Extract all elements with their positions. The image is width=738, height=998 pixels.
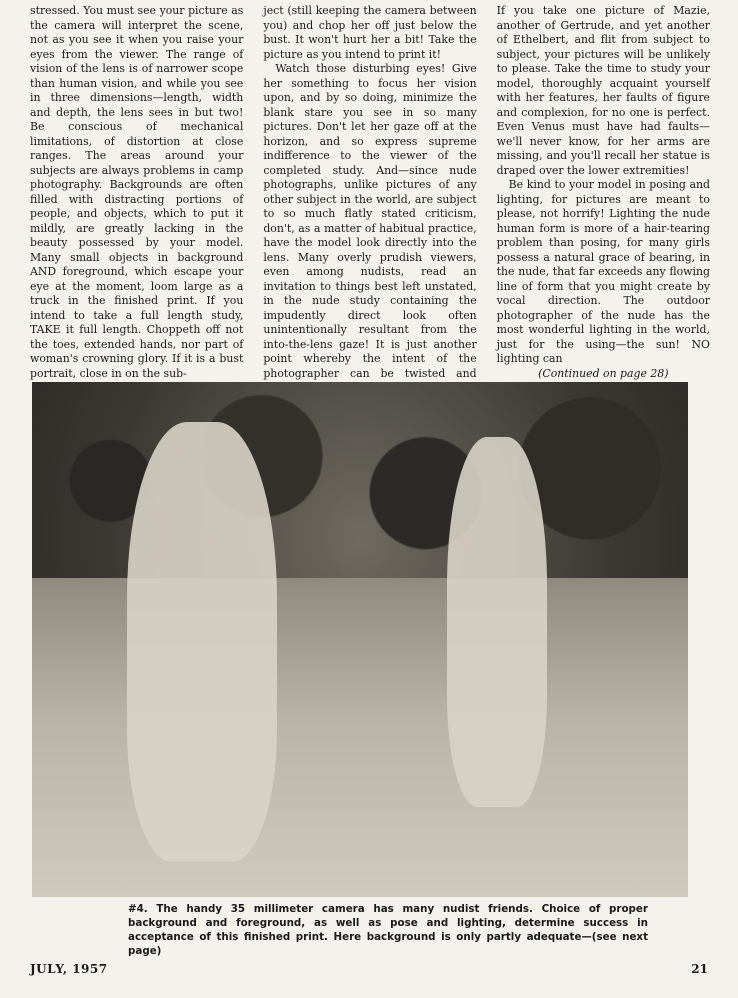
column-2 bbox=[263, 4, 476, 396]
caption-text: #4. The handy 35 millimeter camera has many nudist friends. Choice of proper background and foreground, as well as pose and lighting, determine success in acceptance of this finished print. Here background is only partly adequate—(see next page) bbox=[128, 903, 648, 957]
column-1 bbox=[30, 4, 243, 396]
paragraph: stressed. You must see your picture as the camera will interpret the scene, not as you see it when you raise your eyes from the viewer. The range of vision of the lens is of narrower scope than human vision, and while you see in three dimensions—length, width and depth, the lens sees in but two! Be conscious of mechanical limitations, of distortion at close ranges. The areas around your subjects are always problems in camp photography. Backgrounds are often filled with distracting portions of people, and objects, which to put it mildly, are greatly lacking in the beauty possessed by your model. Many small objects in background AND foreground, which escape your eye at the moment, loom large as a truck in the finished print. If you intend to take a full length study, TAKE it full length. Choppeth off not the toes, extended hands, nor part of woman's crowning glory. If it is a bust portrait, close in on the sub- bbox=[30, 4, 244, 380]
photo-figure-left bbox=[127, 422, 277, 862]
paragraph: Watch those disturbing eyes! Give her something to focus her vision upon, and by so doing, minimize the blank stare you see in so many pictures. Don't let her gaze off at the horizon, and so express supreme indifference to the viewer of the completed study. And—since nude photographs, unlike pictures of any other subject in the world, are subject to so much flatly stated criticism, don't, as a matter of habitual practice, have the model look directly into the lens. Many overly prudish viewers, even among nudists, read an invitation to things best left unstated, in the nude study containing the impudently direct look often unintentionally resultant from the into-the-lens gaze! It is just another point whereby the intent of the photographer can be twisted and bbox=[263, 62, 477, 380]
continued-note: (Continued on page 28) bbox=[538, 366, 669, 380]
column-3 bbox=[497, 4, 710, 396]
paragraph: If you take one picture of Mazie, another of Gertrude, and yet another of Ethelbert, and flit from subject to subject, your pictures will be unlikely to please. Take the time to study your model, thoroughly acquaint yourself with her features, her faults of figure and complexion, for no one is perfect. Even Venus must have had faults—we'll never know, for her arms are missing, and you'll recall her statue is draped over the lower extremities! bbox=[496, 4, 710, 177]
photo-figure-right bbox=[447, 437, 547, 807]
page-footer bbox=[30, 962, 708, 980]
page-number: 21 bbox=[691, 962, 708, 976]
photograph bbox=[32, 382, 688, 897]
article-columns bbox=[30, 4, 710, 380]
photo-caption bbox=[128, 902, 648, 958]
paragraph: ject (still keeping the camera between you) and chop her off just below the bust. It won't hurt her a bit! Take the picture as you intend to print it! bbox=[263, 4, 477, 61]
issue-date: JULY, 1957 bbox=[30, 962, 108, 976]
paragraph: Be kind to your model in posing and lighting, for pictures are meant to please, not horrify! Lighting the nude human form is more of a hair-tearing problem than posing, for many girls possess a natural grace of bearing, in the nude, that far exceeds any flowing line of form that you might create by vocal direction. The outdoor photographer of the nude has the most wonderful lighting in the world, just for the using—the sun! NO lighting can bbox=[496, 178, 710, 365]
